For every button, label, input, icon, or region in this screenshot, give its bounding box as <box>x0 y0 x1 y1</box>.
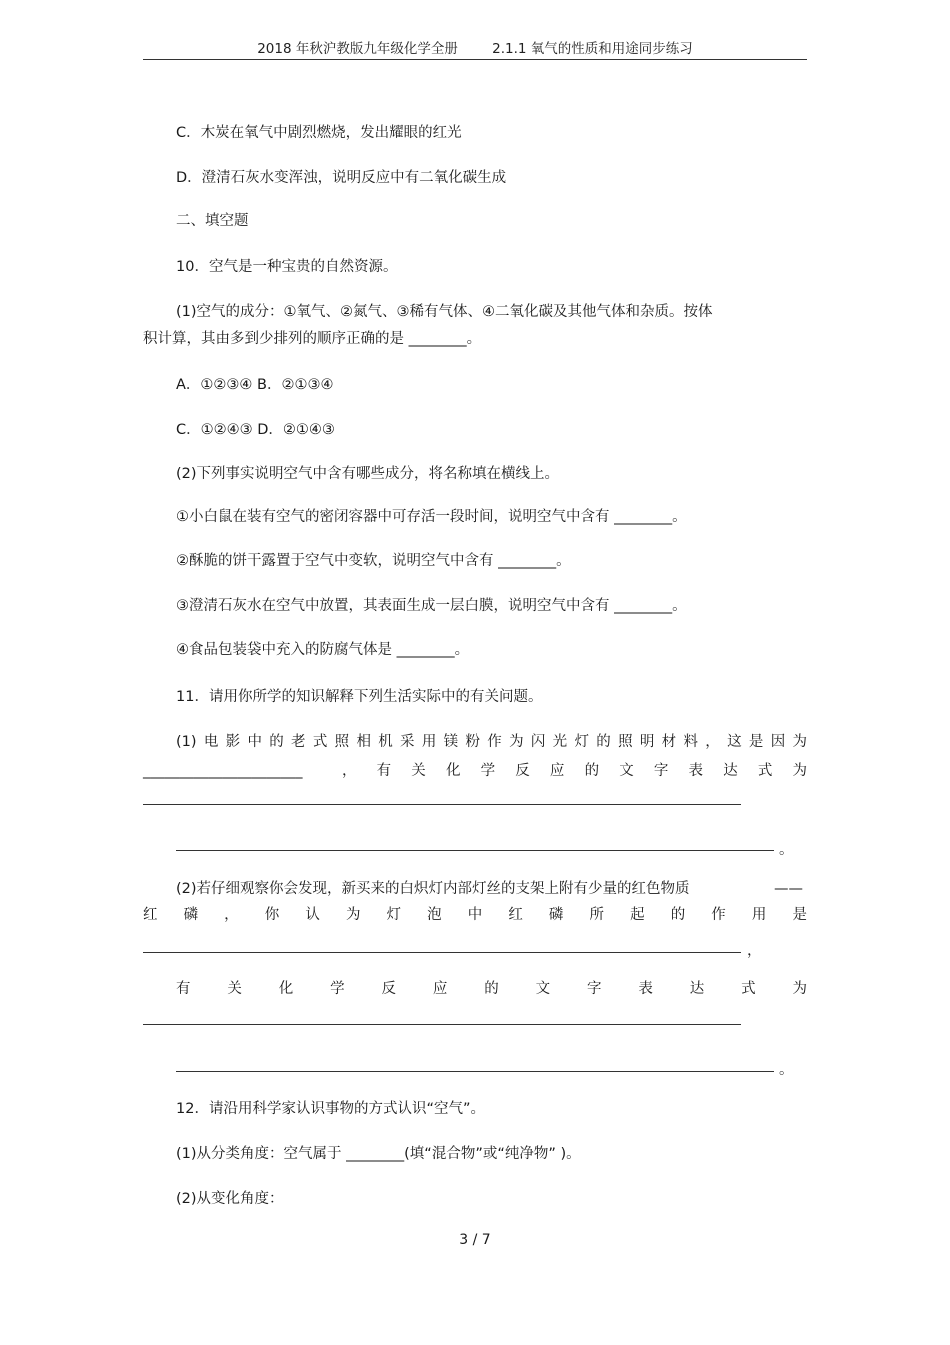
question-12-part2: (2)从变化角度： <box>176 1191 284 1207</box>
question-11-part2-comma: ， <box>747 943 762 959</box>
question-12: 12．请沿用科学家认识事物的方式认识“空气”。 <box>176 1101 485 1117</box>
question-11: 11．请用你所学的知识解释下列生活实际中的有关问题。 <box>176 689 543 705</box>
question-10-part2-item4: ④食品包装袋中充入的防腐气体是 ________。 <box>176 642 470 658</box>
question-11-part2-line3: 有关化学反应的文字表达式为 <box>176 981 807 997</box>
question-11-part2-end: 。 <box>779 1062 794 1078</box>
answer-blank-line <box>176 850 774 851</box>
answer-blank-line <box>143 804 741 805</box>
question-10-options-ab: A．①②③④ B．②①③④ <box>176 377 334 393</box>
answer-blank-line <box>143 1024 741 1025</box>
option-c: C．木炭在氧气中剧烈燃烧，发出耀眼的红光 <box>176 125 462 141</box>
question-11-part1-blank: ______________________ <box>143 763 303 779</box>
page-number: 3 / 7 <box>459 1232 491 1248</box>
option-d: D．澄清石灰水变浑浊，说明反应中有二氧化碳生成 <box>176 170 507 186</box>
question-10-options-cd: C．①②④③ D．②①④③ <box>176 422 335 438</box>
question-11-part1-end: 。 <box>779 842 794 858</box>
question-10-part2-item1: ①小白鼠在装有空气的密闭容器中可存活一段时间，说明空气中含有 ________。 <box>176 509 687 525</box>
question-11-part1-line1: (1)电影中的老式照相机采用镁粉作为闪光灯的照明材料，这是因为 <box>176 734 807 750</box>
question-10-part1-line2: 积计算，其由多到少排列的顺序正确的是 ________。 <box>143 331 482 347</box>
question-10: 10．空气是一种宝贵的自然资源。 <box>176 259 398 275</box>
page-header: 2018 年秋沪教版九年级化学全册 2.1.1 氧气的性质和用途同步练习 <box>257 41 693 57</box>
answer-blank-line <box>176 1071 774 1072</box>
question-10-part2-item3: ③澄清石灰水在空气中放置，其表面生成一层白膜，说明空气中含有 ________。 <box>176 598 687 614</box>
question-11-part2-dash: —— <box>774 881 803 897</box>
header-rule <box>143 59 807 60</box>
question-11-part2-line2: 红磷，你认为灯泡中红磷所起的作用是 <box>143 907 807 923</box>
question-11-part2-line1: (2)若仔细观察你会发现，新买来的白炽灯内部灯丝的支架上附有少量的红色物质 <box>176 881 690 897</box>
question-10-part2-item2: ②酥脆的饼干露置于空气中变软，说明空气中含有 ________。 <box>176 553 571 569</box>
question-10-part2: (2)下列事实说明空气中含有哪些成分，将名称填在横线上。 <box>176 466 560 482</box>
question-10-part1-line1: (1)空气的成分：①氧气、②氮气、③稀有气体、④二氧化碳及其他气体和杂质。按体 <box>176 304 713 320</box>
answer-blank-line <box>143 952 741 953</box>
question-12-part1: (1)从分类角度：空气属于 ________(填“混合物”或“纯净物” )。 <box>176 1146 581 1162</box>
question-11-part1-line2: ，有关化学反应的文字表达式为 <box>342 763 807 779</box>
section-fill-in-title: 二、填空题 <box>176 213 249 229</box>
